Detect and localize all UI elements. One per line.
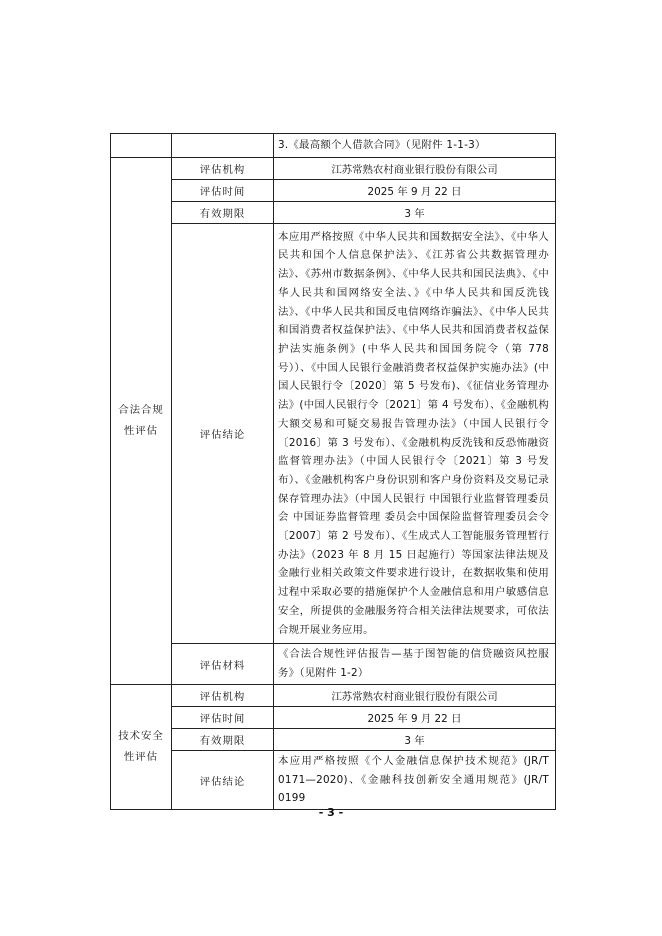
conclusion-label: 评估结论 bbox=[172, 751, 274, 810]
attachment-item-text: 3.《最高额个人借款合同》（见附件 1-1-3） bbox=[274, 134, 556, 158]
table-row bbox=[111, 158, 556, 180]
table-row bbox=[111, 180, 556, 202]
table-row bbox=[111, 751, 556, 810]
table-row bbox=[111, 729, 556, 751]
time-value: 2025 年 9 月 22 日 bbox=[274, 707, 556, 729]
validity-label: 有效期限 bbox=[172, 202, 274, 224]
compliance-section-label: 合法合规 性评估 bbox=[111, 158, 172, 685]
materials-label: 评估材料 bbox=[172, 644, 274, 685]
org-label: 评估机构 bbox=[172, 158, 274, 180]
validity-value: 3 年 bbox=[274, 729, 556, 751]
table-row bbox=[111, 685, 556, 707]
evaluation-table bbox=[110, 133, 556, 810]
table-row bbox=[111, 224, 556, 644]
table-row bbox=[111, 644, 556, 685]
validity-label: 有效期限 bbox=[172, 729, 274, 751]
time-label: 评估时间 bbox=[172, 707, 274, 729]
validity-value: 3 年 bbox=[274, 202, 556, 224]
table-row bbox=[111, 134, 556, 158]
materials-text: 《合法合规性评估报告—基于图智能的信贷融资风控服务》（见附件 1-2） bbox=[274, 644, 556, 685]
org-label: 评估机构 bbox=[172, 685, 274, 707]
time-label: 评估时间 bbox=[172, 180, 274, 202]
conclusion-label: 评估结论 bbox=[172, 224, 274, 644]
table-row bbox=[111, 707, 556, 729]
conclusion-text: 本应用严格按照《中华人民共和国数据安全法》、《中华人民共和国个人信息保护法》、《江苏省公共数据管理办法》、《苏州市数据条例》、《中华人民共和国民法典》、《中华人民共和国网络安全法、》《中华人民共和国反洗钱法》、《中华人民共和国反电信网络诈骗法》、《中华人民共和国消费者权益保护法》、《中华人民共和国消费者权益保护法实施条例》(中华人民共和国国务院令（第 778 号））、《中国人民银行金融消费者权益保护实施办法》(中国人民银行令〔2020〕第 5 号发布)、《征信业务管理办法》(中国人民银行令〔2021〕第 4 号发布）、《金融机构大额交易和可疑交易报告管理办法》（中国人民银行令〔2016〕第 3 号发布）、《金融机构反洗钱和反恐怖融资监督管理办法》（中国人民银行令〔2021〕第 3 号发布）、《金融机构客户身份识别和客户身份资料及交易记录保存管理办法》（中国人民银行 中国银行业监督管理委员会 中国证券监督管理 委员会中国保险监督管理委员会令〔2007〕第 2 号发布）、《生成式人工智能服务管理暂行办法》（2023 年 8 月 15 日起施行）等国家法律法规及金融行业相关政策文件要求进行设计，在数据收集和使用过程中采取必要的措施保护个人金融信息和用户敏感信息安全，所提供的金融服务符合相关法律法规要求，可依法合规开展业务应用。 bbox=[274, 224, 556, 644]
empty-label-cell bbox=[172, 134, 274, 158]
table-row bbox=[111, 202, 556, 224]
org-value: 江苏常熟农村商业银行股份有限公司 bbox=[274, 158, 556, 180]
conclusion-text: 本应用严格按照《个人金融信息保护技术规范》(JR/T 0171—2020)、《金融科技创新安全通用规范》(JR/T 0199 bbox=[274, 751, 556, 810]
time-value: 2025 年 9 月 22 日 bbox=[274, 180, 556, 202]
page-number: - 3 - bbox=[318, 806, 344, 819]
org-value: 江苏常熟农村商业银行股份有限公司 bbox=[274, 685, 556, 707]
tech-security-section-label: 技术安全 性评估 bbox=[111, 685, 172, 810]
empty-section-cell bbox=[111, 134, 172, 158]
